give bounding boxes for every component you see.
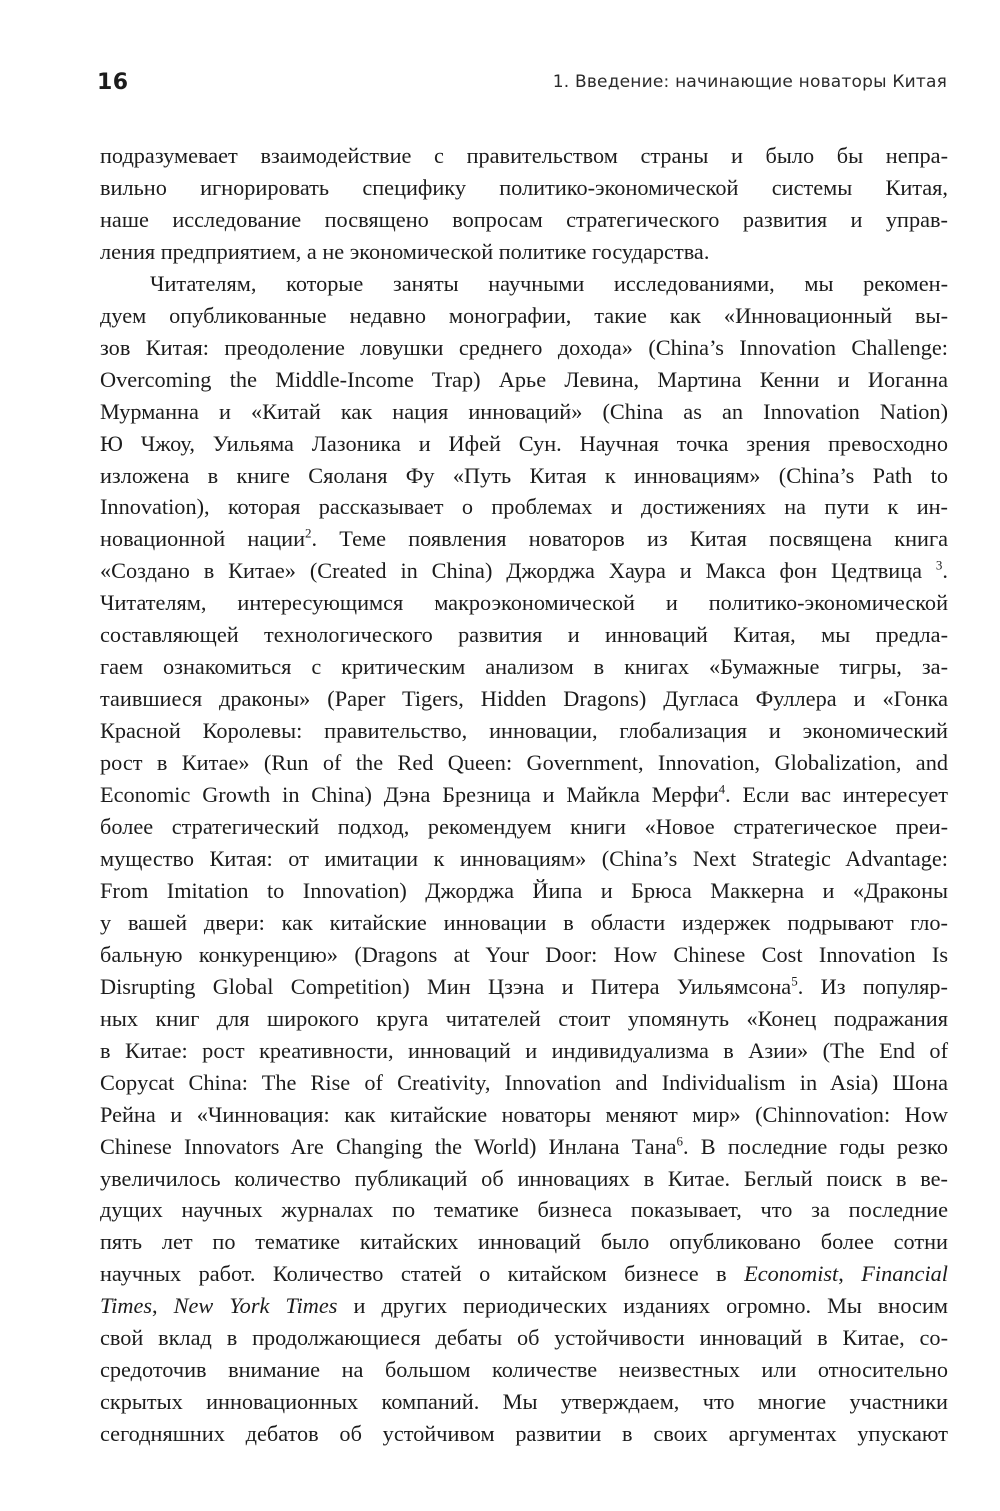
text-line: дущих научных журналах по тематике бизнеса показывает, что за последние xyxy=(100,1197,948,1223)
text-line xyxy=(100,971,948,1003)
text-run: , xyxy=(152,1293,174,1319)
text-run: . Из популяр- xyxy=(797,973,948,999)
text-line: Copycat China: The Rise of Creativity, Innovation and Individualism in Asia) Шона xyxy=(100,1069,948,1095)
italic-title: Times xyxy=(100,1293,153,1319)
text-line: вильно игнорировать специфику политико-экономической системы Китая, xyxy=(100,174,948,200)
running-head: 1. Введение: начинающие новаторы Китая xyxy=(552,72,947,92)
text-line: средоточив внимание на большом количестве неизвестных или относительно xyxy=(100,1357,948,1383)
text-line: скрытых инновационных компаний. Мы утверждаем, что многие участники xyxy=(100,1389,948,1415)
footnote-ref-4[interactable]: 4 xyxy=(718,781,726,797)
text-run: , xyxy=(838,1261,862,1287)
footnote-ref-5[interactable]: 5 xyxy=(791,973,798,989)
text-line: гаем ознакомиться с критическим анализом в книгах «Бумажные тигры, за- xyxy=(100,654,948,680)
text-line: мущество Китая: от имитации к инновациям» (China’s Next Strategic Advantage: xyxy=(100,845,948,871)
text-run: Chinese Innovators Are Changing the World) Инлана Тана xyxy=(100,1133,677,1159)
text-run: . Теме появления новаторов из Китая посвящена книга xyxy=(311,526,948,552)
paragraph-2 xyxy=(100,268,948,1450)
text-run: . В последние годы резко xyxy=(683,1133,948,1159)
text-line: ных книг для широкого круга читателей стоит упомянуть «Конец подражания xyxy=(100,1005,948,1031)
text-line: свой вклад в продолжающиеся дебаты об устойчивости инноваций в Китае, со- xyxy=(100,1325,948,1351)
footnote-ref-6[interactable]: 6 xyxy=(676,1133,684,1149)
text-line xyxy=(100,1290,948,1322)
text-line: Красной Королевы: правительство, инновации, глобализация и экономический xyxy=(100,718,948,744)
text-line: изложена в книге Сяоланя Фу «Путь Китая к инновациям» (China’s Path to xyxy=(100,462,948,488)
text-line: бальную конкуренцию» (Dragons at Your Door: How Chinese Cost Innovation Is xyxy=(100,941,948,967)
italic-title: Financial xyxy=(861,1261,948,1287)
text-line: дуем опубликованные недавно монографии, такие как «Инновационный вы- xyxy=(100,302,948,328)
text-run: . xyxy=(942,558,948,584)
text-line: ления предприятием, а не экономической политике государства. xyxy=(100,238,710,264)
text-line: From Imitation to Innovation) Джорджа Йипа и Брюса Маккерна и «Драконы xyxy=(100,877,948,903)
text-run: научных работ. Количество статей о китайском бизнесе в xyxy=(100,1261,745,1287)
text-run: «Создано в Китае» (Created in China) Джорджа Хаура и Макса фон Цедтвица xyxy=(100,558,923,584)
page-number: 16 xyxy=(97,70,129,95)
text-line: Innovation), которая рассказывает о проблемах и достижениях на пути к ин- xyxy=(100,494,948,520)
text-line: рост в Китае» (Run of the Red Queen: Government, Innovation, Globalization, and xyxy=(100,750,948,776)
text-line xyxy=(100,779,948,811)
text-line xyxy=(100,555,948,587)
text-line xyxy=(100,1258,948,1290)
text-line: Читателям, которые заняты научными исследованиями, мы рекомен- xyxy=(150,270,948,296)
italic-title: Economist xyxy=(744,1261,839,1287)
text-line xyxy=(100,523,948,555)
text-run: . Если вас интересует xyxy=(725,782,948,808)
text-line: сегодняшних дебатов об устойчивом развитии в своих аргументах упускают xyxy=(100,1421,948,1447)
text-line: Ю Чжоу, Уильяма Лазоника и Ифей Сун. Научная точка зрения превосходно xyxy=(100,430,948,456)
text-run: Disrupting Global Competition) Мин Цзэна и Питера Уильямсона xyxy=(100,973,792,999)
text-line: увеличилось количество публикаций об инновациях в Китае. Беглый поиск в ве- xyxy=(100,1165,948,1191)
text-line: зов Китая: преодоление ловушки среднего дохода» (China’s Innovation Challenge: xyxy=(100,334,948,360)
text-line: составляющей технологического развития и инноваций Китая, мы предла- xyxy=(100,622,948,648)
paragraph-1 xyxy=(100,140,948,268)
text-run: Economic Growth in China) Дэна Брезница и Майкла Мерфи xyxy=(100,782,719,808)
text-line: таившиеся драконы» (Paper Tigers, Hidden Dragons) Дугласа Фуллера и «Гонка xyxy=(100,686,948,712)
text-line: подразумевает взаимодействие с правительством страны и было бы непра- xyxy=(100,143,948,168)
text-line: у вашей двери: как китайские инновации в области издержек подрывают гло- xyxy=(100,909,948,935)
footnote-ref-3[interactable]: 3 xyxy=(935,557,943,573)
text-line: наше исследование посвящено вопросам стратегического развития и управ- xyxy=(100,206,948,232)
text-line: Overcoming the Middle-Income Trap) Арье Левина, Мартина Кенни и Иоганна xyxy=(100,366,948,392)
text-run: и других периодических изданиях огромно. Мы вносим xyxy=(337,1293,948,1319)
text-run: новационной нации xyxy=(100,526,306,552)
body-text xyxy=(100,140,948,1450)
text-line xyxy=(100,1131,948,1163)
text-line: более стратегический подход, рекомендуем книги «Новое стратегическое преи- xyxy=(100,814,948,840)
text-line: Читателям, интересующимся макроэкономической и политико-экономической xyxy=(100,590,948,616)
italic-title: New York Times xyxy=(173,1293,338,1319)
text-line: Мурманна и «Китай как нация инноваций» (China as an Innovation Nation) xyxy=(100,398,948,424)
text-line: Рейна и «Чинновация: как китайские новаторы меняют мир» (Chinnovation: How xyxy=(100,1101,948,1127)
text-line: в Китае: рост креативности, инноваций и индивидуализма в Азии» (The End of xyxy=(100,1037,948,1063)
text-line: пять лет по тематике китайских инноваций было опубликовано более сотни xyxy=(100,1229,948,1255)
footnote-ref-2[interactable]: 2 xyxy=(305,526,312,542)
